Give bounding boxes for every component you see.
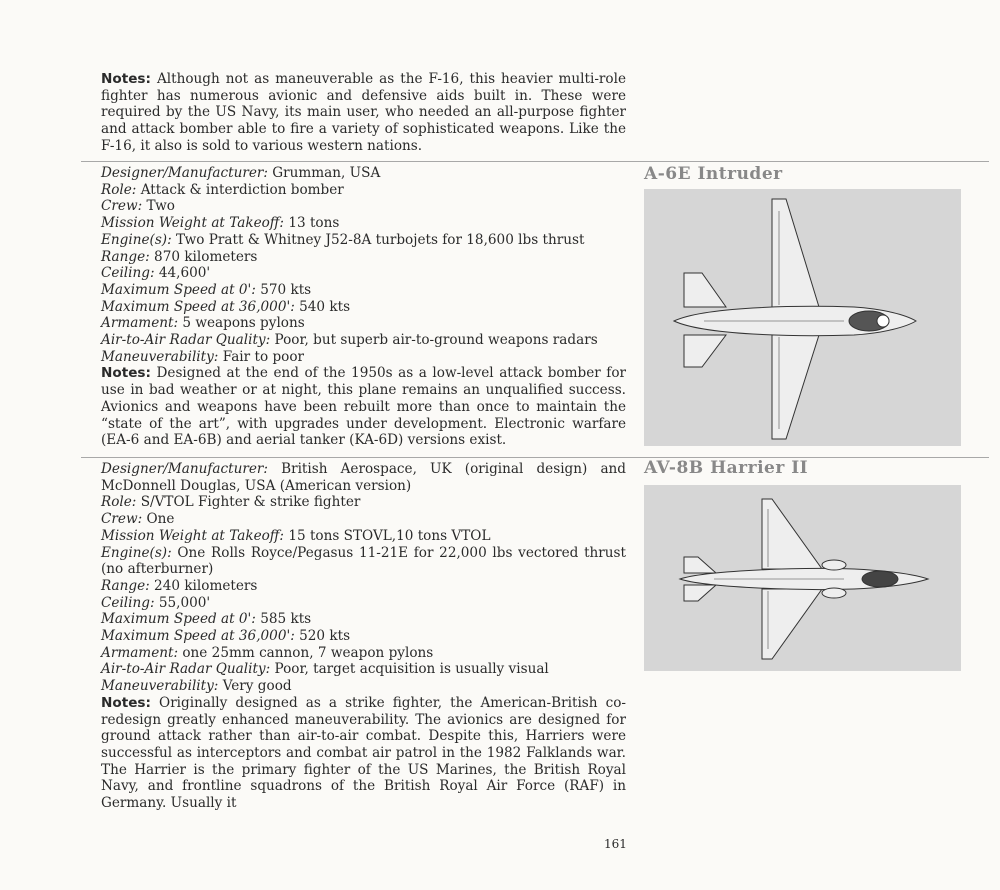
spec-label: Armament: xyxy=(101,315,179,332)
spec-row xyxy=(81,182,626,199)
aircraft-illustration-a6e xyxy=(644,189,961,446)
spec-label: Maximum Speed at 36,000': xyxy=(101,298,295,315)
aircraft-title: A-6E Intruder xyxy=(644,164,783,184)
notes-label: Notes: xyxy=(101,365,151,382)
spec-row xyxy=(81,645,626,662)
spec-label: Engine(s): xyxy=(101,231,172,248)
spec-value: S/VTOL Fighter & strike fighter xyxy=(136,494,361,511)
spec-label: Maneuverability: xyxy=(101,678,219,695)
spec-value: 15 tons STOVL,10 tons VTOL xyxy=(284,527,491,544)
spec-value: 540 kts xyxy=(294,298,351,315)
spec-value: 570 kts xyxy=(255,281,312,298)
page-number: 161 xyxy=(604,837,627,851)
notes-text: Originally designed as a strike fighter, the American-British co-redesign greatly enhanced maneuverability. The avionics are designed for ground attack rather than air-to-air combat. Despite this, Harriers were successful as interceptors and combat air patrol in the 1982 Falklands war. The Harrier is the primary fighter of the US Marines, the British Royal Navy, and frontline squadrons of the British Royal Air Force (RAF) in Germany. Usually it xyxy=(101,694,626,812)
spec-value: One Rolls Royce/Pegasus 11-21E for 22,000 lbs vectored thrust (no afterburner) xyxy=(101,544,626,578)
spec-value: Attack & interdiction bomber xyxy=(136,181,344,198)
spec-row xyxy=(81,661,626,678)
spec-value: Grumman, USA xyxy=(267,165,381,181)
spec-value: Poor, but superb air-to-ground weapons radars xyxy=(270,332,598,349)
spec-label: Air-to-Air Radar Quality: xyxy=(101,332,271,349)
section-divider xyxy=(81,161,989,162)
spec-row xyxy=(81,511,626,528)
spec-label: Air-to-Air Radar Quality: xyxy=(101,661,271,678)
spec-row xyxy=(81,494,626,511)
spec-value: 240 kilometers xyxy=(149,577,258,594)
spec-row xyxy=(81,198,626,215)
aircraft-illustration-av8b xyxy=(644,485,961,671)
spec-label: Maneuverability: xyxy=(101,348,219,365)
aircraft-entry-a6e xyxy=(81,165,626,449)
spec-value: 520 kts xyxy=(294,628,351,645)
spec-label: Armament: xyxy=(101,644,179,661)
spec-row xyxy=(81,678,626,695)
spec-value: 870 kilometers xyxy=(149,248,258,265)
notes-label: Notes: xyxy=(101,71,151,87)
spec-label: Role: xyxy=(101,181,137,198)
spec-row xyxy=(81,528,626,545)
notes-paragraph xyxy=(81,695,626,812)
spec-row xyxy=(81,249,626,266)
spec-row xyxy=(81,232,626,249)
aircraft-entry-av8b xyxy=(81,461,626,812)
spec-label: Maximum Speed at 0': xyxy=(101,611,256,628)
notes-label: Notes: xyxy=(101,694,151,711)
spec-label: Crew: xyxy=(101,198,143,215)
notes-paragraph xyxy=(81,71,626,155)
spec-row xyxy=(81,282,626,299)
spec-value: 55,000' xyxy=(154,594,211,611)
spec-label: Mission Weight at Takeoff: xyxy=(101,527,285,544)
section-divider xyxy=(81,457,989,458)
spec-row xyxy=(81,215,626,232)
spec-label: Range: xyxy=(101,248,150,265)
spec-label: Engine(s): xyxy=(101,544,172,561)
aircraft-title: AV-8B Harrier II xyxy=(644,458,809,478)
spec-value: Very good xyxy=(218,678,292,695)
spec-row xyxy=(81,628,626,645)
spec-row xyxy=(81,595,626,612)
spec-label: Ceiling: xyxy=(101,265,155,282)
notes-paragraph xyxy=(81,365,626,449)
spec-value: 585 kts xyxy=(255,611,312,628)
spec-row xyxy=(81,299,626,316)
spec-value: Two Pratt & Whitney J52-8A turbojets for 18,600 lbs thrust xyxy=(171,231,585,248)
top-notes xyxy=(81,71,626,155)
spec-row xyxy=(81,611,626,628)
notes-text: Designed at the end of the 1950s as a low-level attack bomber for use in bad weather or at night, this plane remains an unqualified success. Avionics and weapons have been rebuilt more than once to maintain the “state of the art”, with upgrades under development. Electronic warfare (EA-6 and EA-6B) and aerial tanker (KA-6D) versions exist. xyxy=(101,365,626,449)
spec-label: Maximum Speed at 36,000': xyxy=(101,628,295,645)
spec-row xyxy=(81,332,626,349)
spec-row xyxy=(81,578,626,595)
spec-row xyxy=(81,265,626,282)
spec-value: Fair to poor xyxy=(218,348,305,365)
spec-label: Designer/Manufacturer: xyxy=(101,461,268,477)
spec-label: Maximum Speed at 0': xyxy=(101,281,256,298)
spec-row xyxy=(81,545,626,578)
spec-value: 44,600' xyxy=(154,265,211,282)
av8b-topview-drawing xyxy=(644,485,961,671)
spec-value: one 25mm cannon, 7 weapon pylons xyxy=(178,644,434,661)
spec-value: One xyxy=(142,511,175,528)
spec-label: Mission Weight at Takeoff: xyxy=(101,215,285,232)
notes-text: Although not as maneuverable as the F-16, this heavier multi-role fighter has numerous avionic and defensive aids built in. These were required by the US Navy, its main user, who needed an all-purpose fighter and attack bomber able to fire a variety of sophisticated weapons. Like the F-16, it also is sold to various western nations. xyxy=(101,71,626,154)
spec-value: British Aerospace, UK (original design) and McDonnell Douglas, USA (American version) xyxy=(101,461,626,494)
spec-row xyxy=(81,461,626,494)
spec-value: 13 tons xyxy=(284,215,340,232)
spec-row xyxy=(81,315,626,332)
spec-label: Crew: xyxy=(101,511,143,528)
spec-label: Designer/Manufacturer: xyxy=(101,165,268,181)
spec-row xyxy=(81,349,626,366)
spec-label: Role: xyxy=(101,494,137,511)
spec-row xyxy=(81,165,626,182)
a6e-topview-drawing xyxy=(644,189,961,446)
spec-label: Range: xyxy=(101,577,150,594)
spec-label: Ceiling: xyxy=(101,594,155,611)
spec-value: Poor, target acquisition is usually visual xyxy=(270,661,549,678)
spec-value: Two xyxy=(142,198,175,215)
spec-value: 5 weapons pylons xyxy=(178,315,305,332)
